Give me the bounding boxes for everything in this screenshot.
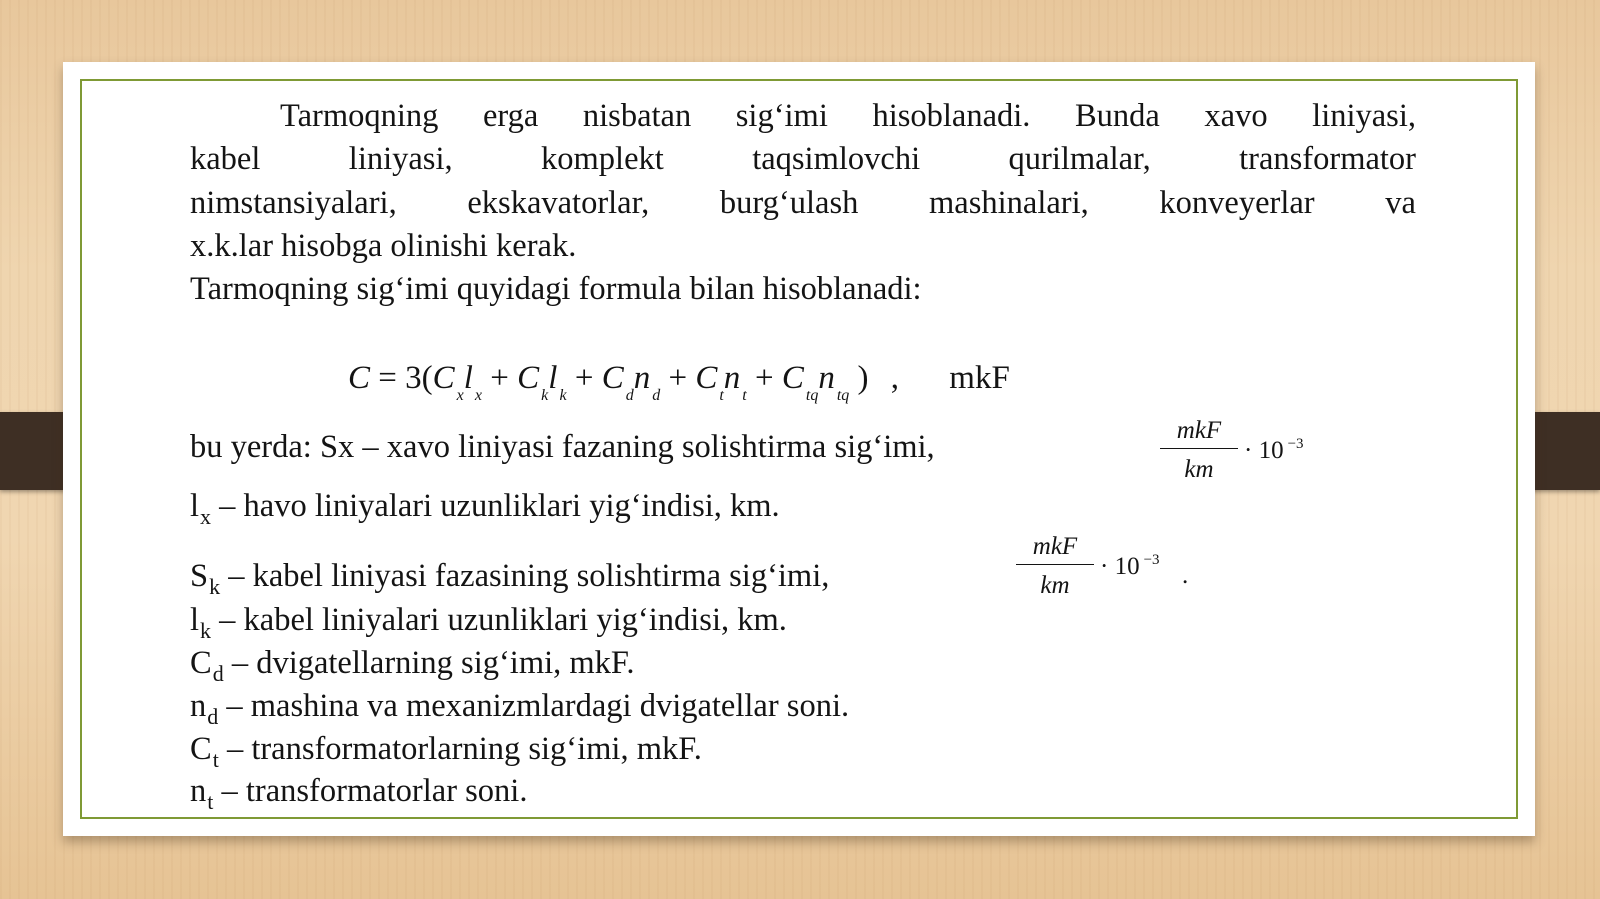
formula-lhs: C <box>348 360 371 396</box>
formula-term-c: C <box>517 360 540 396</box>
formula-term-sub: t <box>742 387 747 404</box>
formula-term-sub: tq <box>836 387 850 404</box>
formula-close-paren: ) <box>857 360 869 396</box>
definition-nt <box>190 773 528 814</box>
unit-multiplier-sx <box>1244 438 1304 463</box>
multiplier-exponent: −3 <box>1143 552 1160 568</box>
formula-term-sub: t <box>719 387 724 404</box>
fraction-denominator: km <box>1184 456 1214 483</box>
formula-plus: + <box>668 360 688 396</box>
definition-ct <box>190 731 702 772</box>
multiplier-exponent: −3 <box>1287 436 1304 452</box>
formula-intro: Tarmoqning sig‘imi quyidagi formula bilan hisoblanadi: <box>190 271 922 307</box>
formula-term-c: C <box>695 360 718 396</box>
formula-term-n: n <box>633 360 651 396</box>
formula-term-n: n <box>818 360 835 396</box>
symbol-subscript: d <box>207 704 219 729</box>
definition-text: – kabel liniyasi fazasining solishtirma sig‘imi, <box>220 558 830 594</box>
unit-multiplier-sk <box>1100 554 1160 579</box>
definition-sx: bu yerda: Sx – xavo liniyasi fazaning solishtirma sig‘imi, <box>190 429 935 465</box>
fraction-bar <box>1160 448 1238 449</box>
formula-unit: mkF <box>949 360 1010 396</box>
formula-term-l: l <box>463 360 473 396</box>
symbol-subscript: t <box>212 747 219 772</box>
definition-text: – mashina va mexanizmlardagi dvigatellar soni. <box>218 688 850 724</box>
fraction-numerator: mkF <box>1176 417 1222 444</box>
formula-term-sub: k <box>559 387 567 404</box>
definition-text: – transformatorlarning sig‘imi, mkF. <box>218 731 702 767</box>
formula-plus: + <box>490 360 509 396</box>
fraction-bar <box>1016 564 1094 565</box>
formula-eq: = 3( <box>378 360 433 396</box>
fraction-denominator: km <box>1040 572 1070 599</box>
symbol-subscript: k <box>209 574 221 599</box>
symbol: C <box>190 645 212 681</box>
multiplier-base: · 10 <box>1244 437 1284 464</box>
formula-term-sub: tq <box>805 387 819 404</box>
definition-text: – kabel liniyalari uzunliklari yig‘indisi, km. <box>211 602 787 638</box>
paragraph-line-1: Tarmoqning erga nisbatan sig‘imi hisoblanadi. Bunda xavo liniyasi, <box>280 98 1416 134</box>
symbol: n <box>190 773 207 809</box>
formula-term-c: C <box>781 360 804 396</box>
paragraph-line-4: x.k.lar hisobga olinishi kerak. <box>190 228 577 264</box>
definition-text: – transformatorlar soni. <box>213 773 528 809</box>
paragraph-line-3: nimstansiyalari, ekskavatorlar, burg‘ulash mashinalari, konveyerlar va <box>190 185 1416 221</box>
definition-cd <box>190 645 635 686</box>
symbol-subscript: d <box>212 661 224 686</box>
unit-fraction-sx <box>1160 418 1238 482</box>
formula-term-sub: k <box>541 387 549 404</box>
symbol-subscript: k <box>200 618 212 643</box>
symbol: l <box>190 488 200 524</box>
formula-comma: , <box>890 360 900 396</box>
symbol-subscript: x <box>200 504 212 529</box>
formula-term-sub: x <box>474 387 483 404</box>
formula-term-sub: d <box>652 387 661 404</box>
formula-term-c: C <box>601 360 624 396</box>
formula-term-l: l <box>548 360 558 396</box>
formula-plus: + <box>755 360 774 396</box>
capacitance-formula <box>348 360 1010 404</box>
definition-lk <box>190 602 787 643</box>
symbol-subscript: t <box>207 789 214 814</box>
definition-text: – havo liniyalari uzunliklari yig‘indisi, km. <box>211 488 780 524</box>
definition-sk <box>190 558 830 599</box>
formula-term-c: C <box>432 360 455 396</box>
symbol: n <box>190 688 207 724</box>
symbol: S <box>190 558 209 594</box>
fraction-numerator: mkF <box>1032 533 1078 560</box>
formula-term-sub: x <box>456 387 464 404</box>
multiplier-base: · 10 <box>1100 553 1140 580</box>
formula-term-n: n <box>723 360 741 396</box>
definition-nd <box>190 688 850 729</box>
trailing-dot: . <box>1182 562 1189 589</box>
symbol: C <box>190 731 212 767</box>
symbol: l <box>190 602 200 638</box>
paragraph-line-2: kabel liniyasi, komplekt taqsimlovchi qurilmalar, transformator <box>190 141 1416 177</box>
definition-text: – dvigatellarning sig‘imi, mkF. <box>223 645 635 681</box>
formula-plus: + <box>574 360 594 396</box>
unit-fraction-sk <box>1016 534 1094 598</box>
formula-term-sub: d <box>625 387 634 404</box>
definition-lx <box>190 488 780 529</box>
